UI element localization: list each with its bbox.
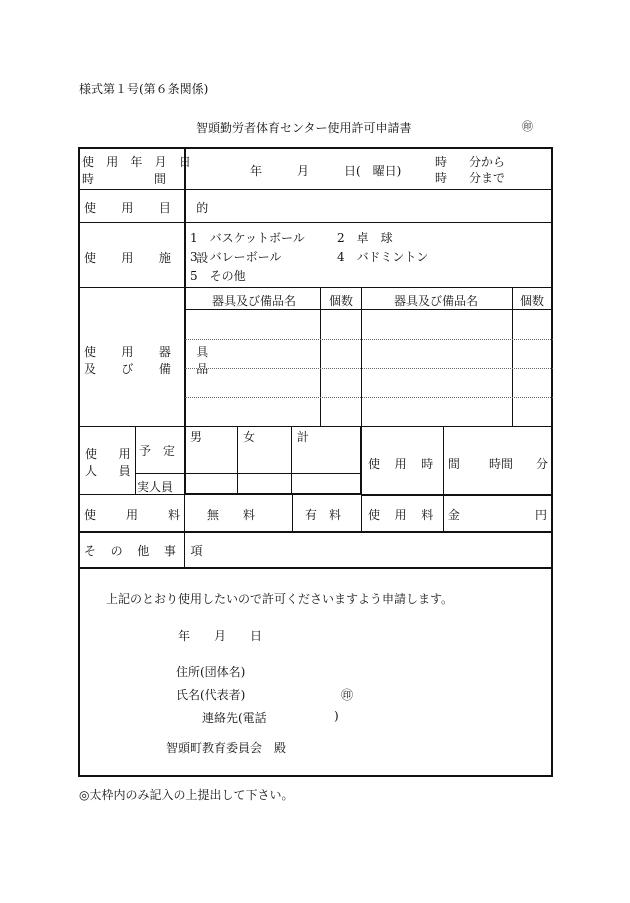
divider <box>361 287 362 426</box>
fee-label-value: 使 用 料 <box>84 508 190 522</box>
other-field[interactable] <box>186 533 551 566</box>
minute-from-field[interactable]: 分から <box>469 155 506 169</box>
form-title: 智頭勤労者体育センター使用許可申請書 <box>196 121 412 135</box>
name-label: 氏名(代表者) <box>176 688 246 702</box>
datetime-label-bottom: 時 間 <box>82 172 167 186</box>
dotted-rule <box>185 339 553 340</box>
application-statement: 上記のとおり使用したいので許可くださいますよう申請します。 <box>106 592 454 606</box>
hour-from-field[interactable]: 時 <box>435 155 448 169</box>
actual-label: 実人員 <box>137 480 174 494</box>
equipment-count-header: 個数 <box>329 294 354 308</box>
divider <box>361 494 362 531</box>
applicant-seal: ㊞ <box>341 688 354 702</box>
datetime-label <box>82 153 196 187</box>
facility-option-table-tennis[interactable]: 2 卓 球 <box>337 231 393 245</box>
female-label: 女 <box>243 430 256 444</box>
divider <box>78 222 553 223</box>
fee-amount-label: 使 用 料 金 <box>368 508 466 522</box>
purpose-field[interactable] <box>186 191 551 221</box>
year-field[interactable]: 年 <box>250 164 263 178</box>
divider <box>361 494 553 496</box>
dotted-rule <box>185 397 553 398</box>
facility-option-basketball[interactable]: 1 バスケットボール <box>190 231 305 245</box>
equipment-label <box>84 343 219 377</box>
total-label: 計 <box>297 430 310 444</box>
fee-label <box>84 506 190 523</box>
datetime-label-top: 使 用 年 月 日 <box>82 155 196 169</box>
divider <box>78 189 553 190</box>
divider <box>292 494 293 531</box>
phone-close: ) <box>334 709 339 723</box>
minutes-field[interactable]: 分 <box>536 457 549 471</box>
equipment-count-header-2: 個数 <box>520 294 545 308</box>
other-label: そ の 他 事 項 <box>84 544 208 558</box>
divider <box>78 567 553 569</box>
seal-mark: ㊞ <box>522 120 533 133</box>
divider <box>512 287 513 426</box>
facility-option-badminton[interactable]: 4 バドミントン <box>337 250 429 264</box>
day-field[interactable]: 日( 曜日) <box>344 164 402 178</box>
divider <box>185 309 553 310</box>
divider <box>135 473 361 474</box>
divider <box>78 287 553 288</box>
fee-label-text <box>84 506 190 523</box>
divider <box>78 426 553 427</box>
form-number: 様式第１号(第６条関係) <box>79 82 209 96</box>
application-date[interactable]: 年 月 日 <box>178 629 263 643</box>
people-label-bottom: 人 員 <box>85 464 136 478</box>
planned-label: 予 定 <box>139 444 176 458</box>
hour-to-field[interactable]: 時 <box>435 171 448 185</box>
fee-paid-option[interactable]: 有 料 <box>305 508 342 522</box>
footer-note: ◎太枠内のみ記入の上提出して下さい。 <box>79 788 294 802</box>
equipment-label-top: 使 用 器 具 <box>84 345 220 359</box>
usage-time-label: 使 用 時 間 <box>368 457 466 471</box>
male-label: 男 <box>190 430 203 444</box>
equipment-name-header: 器具及び備品名 <box>212 294 297 308</box>
divider <box>237 426 238 494</box>
fee-free-option[interactable]: 無 料 <box>207 508 256 522</box>
phone-label: 連絡先(電話 <box>202 711 267 725</box>
form-frame <box>78 147 553 777</box>
divider <box>185 493 361 495</box>
hours-field[interactable]: 時間 <box>489 457 514 471</box>
equipment-name-header-2: 器具及び備品名 <box>394 294 479 308</box>
divider <box>320 287 321 426</box>
month-field[interactable]: 月 <box>297 164 310 178</box>
minute-to-field[interactable]: 分まで <box>469 171 506 185</box>
yen-label: 円 <box>535 508 548 522</box>
addressee: 智頭町教育委員会 殿 <box>166 741 287 755</box>
facility-label: 使 用 施 設 <box>84 251 220 265</box>
equipment-label-bottom: 及 び 備 品 <box>84 362 220 376</box>
people-label-top: 使 用 <box>85 447 136 461</box>
divider <box>360 426 362 494</box>
facility-option-other[interactable]: 5 その他 <box>190 269 246 283</box>
dotted-rule <box>185 368 553 369</box>
address-label: 住所(団体名) <box>176 665 246 679</box>
people-label <box>85 445 135 479</box>
divider <box>291 426 292 494</box>
purpose-label: 使 用 目 的 <box>84 201 220 215</box>
facility-option-volleyball[interactable]: 3 バレーボール <box>190 250 282 264</box>
